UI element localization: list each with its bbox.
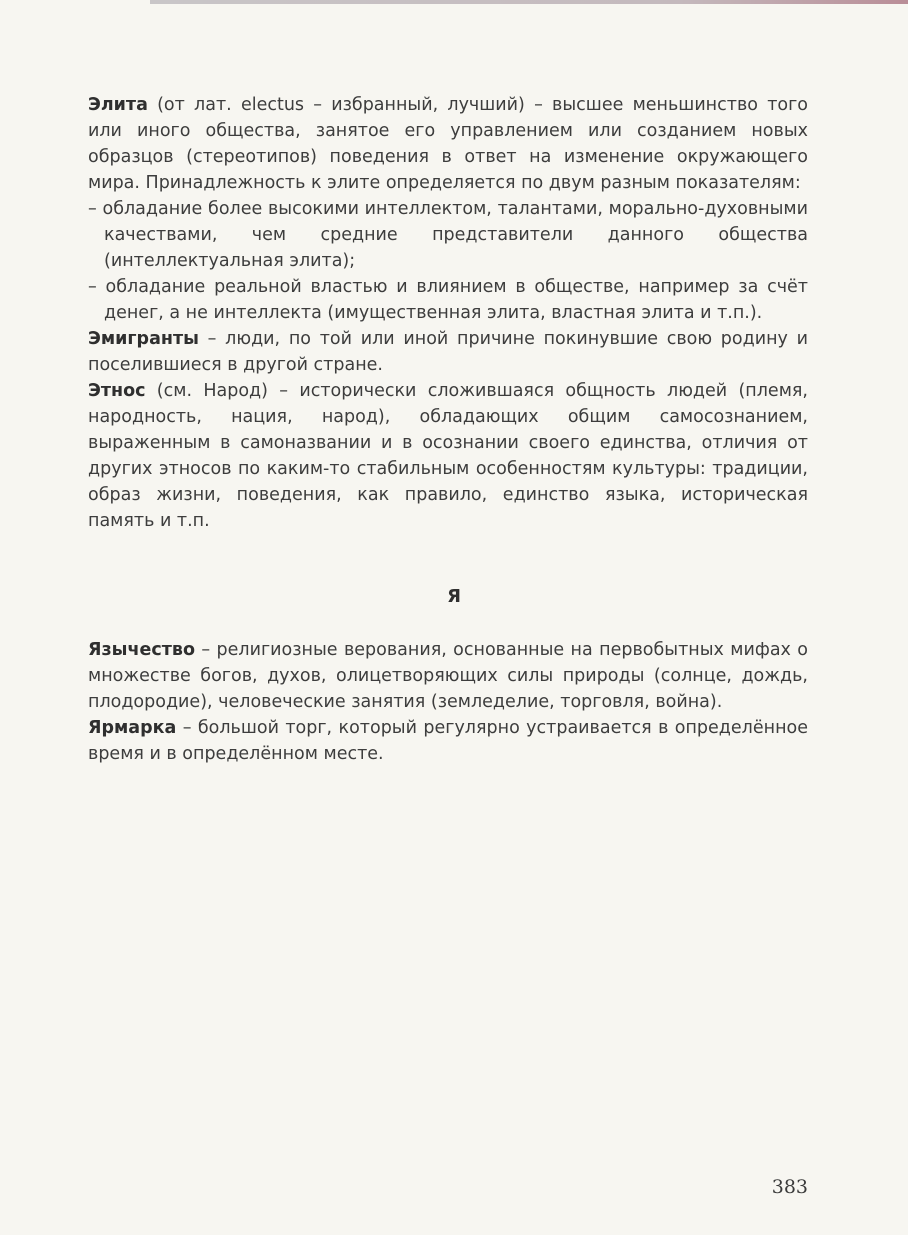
section-e-entries bbox=[88, 92, 808, 534]
term-yarmarka: Ярмарка bbox=[88, 718, 177, 738]
page-top-edge bbox=[150, 0, 908, 4]
elita-criteria-list bbox=[88, 196, 808, 326]
definition-yarmarka: – большой торг, который регулярно устраивается в определённое время и в определённом месте. bbox=[88, 718, 808, 764]
definition-yazychestvo: – религиозные верования, основанные на первобытных мифах о множестве богов, духов, олицетворяющих силы природы (солнце, дождь, плодородие), человеческие занятия (земледелие, торговля, война). bbox=[88, 640, 808, 712]
elita-criterion: – обладание более высокими интеллектом, талантами, морально-духовными качествами, чем средние представители данного общества (интеллектуальная элита); bbox=[88, 199, 808, 271]
term-etnos: Этнос bbox=[88, 381, 146, 401]
term-elita: Элита bbox=[88, 95, 148, 115]
entry-etnos bbox=[88, 378, 808, 534]
term-emigranty: Эмигранты bbox=[88, 329, 199, 349]
section-heading-ya: Я bbox=[447, 586, 461, 607]
entry-yarmarka bbox=[88, 715, 808, 767]
definition-etnos: (см. Народ) – исторически сложившаяся общность людей (племя, народность, нация, народ), обладающих общим самосознанием, выраженным в самоназвании и в осознании своего единства, отличия от других этносов по каким-то стабильным особенностям культуры: традиции, образ жизни, поведения, как правило, единство языка, историческая память и т.п. bbox=[88, 381, 808, 531]
definition-elita: (от лат. electus – избранный, лучший) – высшее меньшинство того или иного общества, занятое его управлением или созданием новых образцов (стереотипов) поведения в ответ на изменение окружающего мира. Принадлежность к элите определяется по двум разным показателям: bbox=[88, 95, 808, 193]
definition-emigranty: – люди, по той или иной причине покинувшие свою родину и поселившиеся в другой стране. bbox=[88, 329, 808, 375]
page-number: 383 bbox=[771, 1176, 808, 1198]
elita-criterion: – обладание реальной властью и влиянием в обществе, например за счёт денег, а не интеллекта (имущественная элита, властная элита и т.п.). bbox=[88, 277, 808, 323]
entry-elita bbox=[88, 92, 808, 196]
entry-emigranty bbox=[88, 326, 808, 378]
entry-yazychestvo bbox=[88, 637, 808, 715]
term-yazychestvo: Язычество bbox=[88, 640, 195, 660]
section-ya-entries bbox=[88, 637, 808, 767]
